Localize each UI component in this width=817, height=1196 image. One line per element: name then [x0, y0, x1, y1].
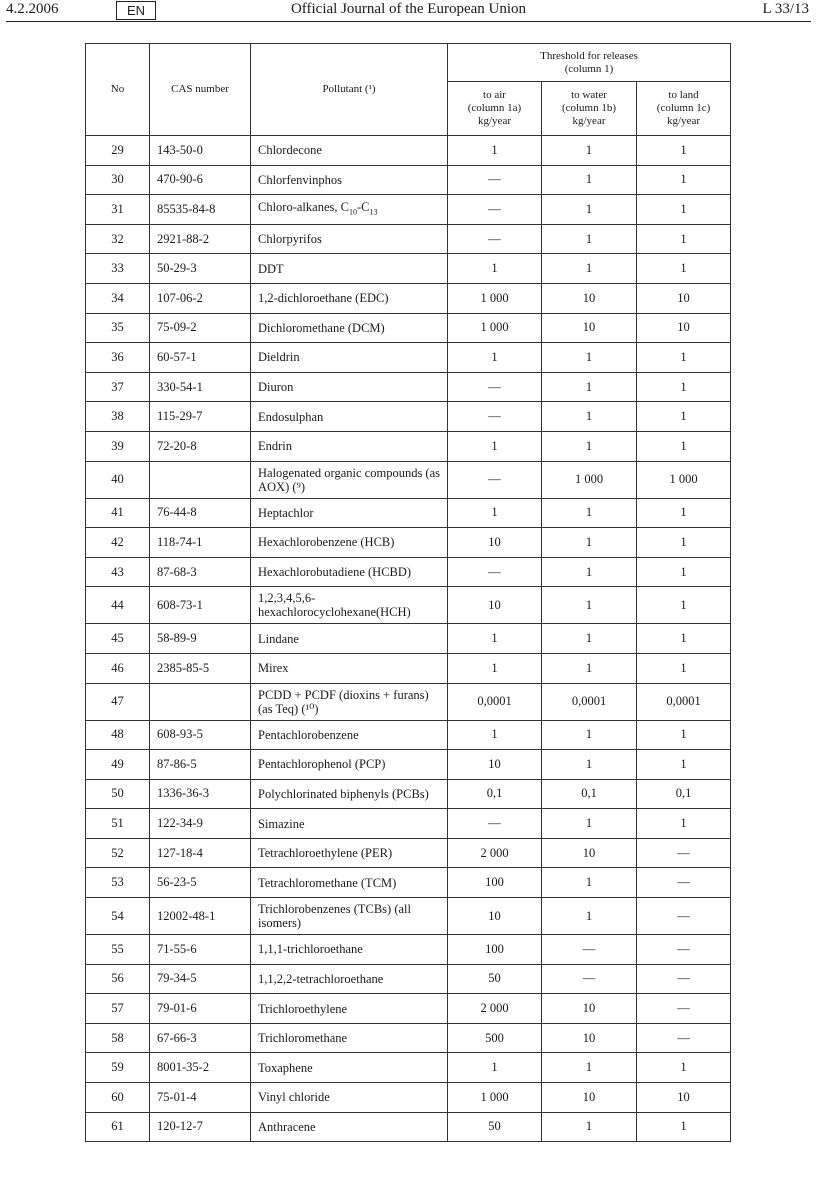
cell-threshold-air: 1 [448, 1053, 542, 1083]
cell-no: 30 [86, 165, 150, 195]
table-row [86, 809, 731, 839]
cell-cas-number: 115-29-7 [150, 402, 251, 432]
cell-threshold-land: 10 [637, 283, 731, 313]
cell-cas-number: 56-23-5 [150, 868, 251, 898]
cell-threshold-land: — [637, 964, 731, 994]
cell-threshold-water: 1 [542, 809, 637, 839]
col-header-no: No [86, 44, 150, 136]
cell-cas-number: 2921-88-2 [150, 224, 251, 254]
table-row [86, 431, 731, 461]
cell-threshold-water: — [542, 964, 637, 994]
cell-cas-number: 8001-35-2 [150, 1053, 251, 1083]
cell-threshold-land: — [637, 868, 731, 898]
cell-threshold-water: 1 [542, 372, 637, 402]
table-row [86, 994, 731, 1024]
cell-threshold-land: 1 000 [637, 461, 731, 498]
cell-threshold-air: — [448, 461, 542, 498]
table-row [86, 683, 731, 720]
cell-threshold-land: 0,1 [637, 779, 731, 809]
cell-threshold-air: 10 [448, 750, 542, 780]
cell-threshold-land: 1 [637, 1112, 731, 1142]
land-label: to land [668, 89, 699, 101]
cell-threshold-air: 1 000 [448, 1083, 542, 1113]
table-row [86, 935, 731, 965]
cell-threshold-water: 10 [542, 838, 637, 868]
cell-no: 57 [86, 994, 150, 1024]
cell-threshold-air: 10 [448, 587, 542, 624]
cell-threshold-water: 1 [542, 720, 637, 750]
cell-no: 58 [86, 1023, 150, 1053]
cell-no: 45 [86, 624, 150, 654]
cell-threshold-land: 1 [637, 431, 731, 461]
cell-threshold-water: 1 [542, 343, 637, 373]
air-label: to air [483, 89, 506, 101]
cell-threshold-air: 10 [448, 528, 542, 558]
cell-no: 59 [86, 1053, 150, 1083]
cell-cas-number: 76-44-8 [150, 498, 251, 528]
col-header-water [542, 82, 637, 136]
cell-threshold-water: 1 [542, 653, 637, 683]
cell-no: 53 [86, 868, 150, 898]
land-unit: kg/year [667, 115, 700, 127]
cell-no: 34 [86, 283, 150, 313]
cell-cas-number: 50-29-3 [150, 254, 251, 284]
cell-threshold-land: 1 [637, 372, 731, 402]
col-header-pollutant: Pollutant (¹) [251, 44, 448, 136]
cell-threshold-water: 1 [542, 498, 637, 528]
cell-threshold-water: 0,1 [542, 779, 637, 809]
cell-pollutant-name: Chlorfenvinphos [251, 165, 448, 195]
cell-pollutant-name: Trichlorobenzenes (TCBs) (all isomers) [251, 898, 448, 935]
cell-no: 40 [86, 461, 150, 498]
cell-threshold-land: 1 [637, 195, 731, 225]
cell-threshold-air: 100 [448, 935, 542, 965]
cell-cas-number: 118-74-1 [150, 528, 251, 558]
cell-cas-number [150, 683, 251, 720]
cell-threshold-land: — [637, 838, 731, 868]
cell-threshold-air: 10 [448, 898, 542, 935]
cell-threshold-air: 50 [448, 1112, 542, 1142]
cell-cas-number: 143-50-0 [150, 136, 251, 166]
cell-threshold-water: 1 [542, 528, 637, 558]
table-row [86, 1023, 731, 1053]
cell-threshold-air: 500 [448, 1023, 542, 1053]
cell-no: 33 [86, 254, 150, 284]
cell-threshold-water: 10 [542, 1083, 637, 1113]
cell-threshold-land: 1 [637, 136, 731, 166]
cell-pollutant-name: Diuron [251, 372, 448, 402]
cell-threshold-water: 1 [542, 402, 637, 432]
col-header-air [448, 82, 542, 136]
cell-pollutant-name: Heptachlor [251, 498, 448, 528]
cell-pollutant-name: Hexachlorobutadiene (HCBD) [251, 557, 448, 587]
cell-threshold-air: 1 [448, 624, 542, 654]
cell-threshold-land: 1 [637, 528, 731, 558]
cell-pollutant-name: Toxaphene [251, 1053, 448, 1083]
cell-threshold-land: 1 [637, 343, 731, 373]
cell-threshold-land: 1 [637, 750, 731, 780]
cell-threshold-land: 1 [637, 587, 731, 624]
table-row [86, 461, 731, 498]
cell-no: 54 [86, 898, 150, 935]
cell-no: 43 [86, 557, 150, 587]
table-row [86, 868, 731, 898]
col-header-threshold-group [448, 44, 731, 82]
table-body [86, 136, 731, 1142]
cell-threshold-air: — [448, 557, 542, 587]
air-column-ref: (column 1a) [467, 102, 522, 114]
cell-threshold-water: 10 [542, 313, 637, 343]
cell-no: 51 [86, 809, 150, 839]
cell-cas-number: 79-34-5 [150, 964, 251, 994]
cell-threshold-air: 0,0001 [448, 683, 542, 720]
table-row [86, 283, 731, 313]
cell-no: 35 [86, 313, 150, 343]
cell-pollutant-name: Hexachlorobenzene (HCB) [251, 528, 448, 558]
cell-cas-number: 608-93-5 [150, 720, 251, 750]
cell-cas-number: 122-34-9 [150, 809, 251, 839]
cell-threshold-water: 1 [542, 195, 637, 225]
cell-threshold-water: 1 [542, 431, 637, 461]
threshold-group-subtitle: (column 1) [564, 62, 614, 75]
cell-cas-number: 58-89-9 [150, 624, 251, 654]
air-unit: kg/year [478, 115, 511, 127]
cell-threshold-land: — [637, 935, 731, 965]
cell-threshold-land: — [637, 994, 731, 1024]
cell-threshold-air: — [448, 809, 542, 839]
cell-threshold-air: 1 [448, 254, 542, 284]
table-row [86, 898, 731, 935]
cell-threshold-air: 0,1 [448, 779, 542, 809]
table-row [86, 402, 731, 432]
cell-cas-number: 75-01-4 [150, 1083, 251, 1113]
pollutant-threshold-table [85, 43, 731, 1142]
cell-threshold-air: 1 [448, 343, 542, 373]
cell-threshold-air: 1 000 [448, 283, 542, 313]
page-reference: L 33/13 [762, 1, 809, 17]
cell-threshold-land: 10 [637, 313, 731, 343]
cell-threshold-air: — [448, 165, 542, 195]
cell-threshold-water: 1 [542, 1112, 637, 1142]
cell-pollutant-name: 1,1,1-trichloroethane [251, 935, 448, 965]
cell-pollutant-name: 1,2-dichloroethane (EDC) [251, 283, 448, 313]
cell-threshold-water: 10 [542, 283, 637, 313]
cell-pollutant-name: Chlorpyrifos [251, 224, 448, 254]
cell-no: 61 [86, 1112, 150, 1142]
journal-title: Official Journal of the European Union [290, 1, 527, 17]
cell-threshold-land: 1 [637, 653, 731, 683]
cell-cas-number: 330-54-1 [150, 372, 251, 402]
table-row [86, 136, 731, 166]
cell-pollutant-name: Tetrachloroethylene (PER) [251, 838, 448, 868]
cell-no: 52 [86, 838, 150, 868]
cell-pollutant-name: Dieldrin [251, 343, 448, 373]
cell-pollutant-name: Simazine [251, 809, 448, 839]
cell-threshold-air: — [448, 195, 542, 225]
cell-threshold-air: 1 [448, 720, 542, 750]
col-header-land [637, 82, 731, 136]
cell-pollutant-name: Pentachlorophenol (PCP) [251, 750, 448, 780]
table-row [86, 587, 731, 624]
cell-threshold-water: 1 [542, 254, 637, 284]
table-row [86, 779, 731, 809]
cell-threshold-air: — [448, 372, 542, 402]
cell-pollutant-name: Tetrachloromethane (TCM) [251, 868, 448, 898]
cell-threshold-land: 1 [637, 1053, 731, 1083]
cell-no: 55 [86, 935, 150, 965]
water-label: to water [571, 89, 607, 101]
cell-threshold-air: 100 [448, 868, 542, 898]
cell-no: 42 [86, 528, 150, 558]
table-row [86, 343, 731, 373]
table-row [86, 165, 731, 195]
cell-pollutant-name: Pentachlorobenzene [251, 720, 448, 750]
cell-cas-number: 85535-84-8 [150, 195, 251, 225]
cell-no: 48 [86, 720, 150, 750]
cell-pollutant-name: Lindane [251, 624, 448, 654]
table-row [86, 224, 731, 254]
cell-cas-number: 71-55-6 [150, 935, 251, 965]
cell-no: 38 [86, 402, 150, 432]
cell-threshold-water: 1 [542, 898, 637, 935]
cell-no: 32 [86, 224, 150, 254]
cell-threshold-land: 1 [637, 624, 731, 654]
cell-no: 29 [86, 136, 150, 166]
col-header-cas: CAS number [150, 44, 251, 136]
cell-threshold-air: 2 000 [448, 994, 542, 1024]
cell-pollutant-name: Endrin [251, 431, 448, 461]
cell-no: 44 [86, 587, 150, 624]
table-row [86, 195, 731, 225]
cell-cas-number: 608-73-1 [150, 587, 251, 624]
cell-pollutant-name: Dichloromethane (DCM) [251, 313, 448, 343]
cell-cas-number: 120-12-7 [150, 1112, 251, 1142]
header-rule [6, 21, 811, 22]
cell-threshold-land: 1 [637, 498, 731, 528]
cell-threshold-land: 1 [637, 165, 731, 195]
cell-threshold-air: 1 [448, 431, 542, 461]
cell-no: 60 [86, 1083, 150, 1113]
table-row [86, 372, 731, 402]
land-column-ref: (column 1c) [656, 102, 711, 114]
cell-threshold-land: 10 [637, 1083, 731, 1113]
cell-threshold-air: — [448, 402, 542, 432]
cell-cas-number: 127-18-4 [150, 838, 251, 868]
cell-threshold-water: 10 [542, 994, 637, 1024]
table-row [86, 750, 731, 780]
cell-threshold-air: 50 [448, 964, 542, 994]
cell-threshold-water: 1 [542, 750, 637, 780]
page-header [0, 0, 817, 22]
table-row [86, 1053, 731, 1083]
table-row [86, 254, 731, 284]
table-row [86, 528, 731, 558]
cell-threshold-water: 1 [542, 557, 637, 587]
cell-cas-number: 2385-85-5 [150, 653, 251, 683]
cell-threshold-water: 1 [542, 224, 637, 254]
table-row [86, 964, 731, 994]
cell-pollutant-name: DDT [251, 254, 448, 284]
cell-pollutant-name: Chloro-alkanes, $C_{10}-C_{13}$ [251, 195, 448, 225]
cell-cas-number: 87-86-5 [150, 750, 251, 780]
cell-threshold-land: 1 [637, 720, 731, 750]
cell-pollutant-name: Trichloroethylene [251, 994, 448, 1024]
cell-cas-number: 87-68-3 [150, 557, 251, 587]
cell-no: 37 [86, 372, 150, 402]
cell-no: 49 [86, 750, 150, 780]
table-row [86, 624, 731, 654]
threshold-group-title: Threshold for releases [540, 49, 638, 62]
cell-threshold-air: 2 000 [448, 838, 542, 868]
cell-pollutant-name: Chlordecone [251, 136, 448, 166]
cell-pollutant-name: Halogenated organic compounds (as AOX) (⁹) [251, 461, 448, 498]
table-row [86, 557, 731, 587]
cell-pollutant-name: Endosulphan [251, 402, 448, 432]
water-column-ref: (column 1b) [561, 102, 617, 114]
language-badge: EN [116, 1, 156, 20]
cell-threshold-land: — [637, 1023, 731, 1053]
cell-pollutant-name: PCDD + PCDF (dioxins + furans) (as Teq) (¹⁰) [251, 683, 448, 720]
cell-threshold-water: 1 [542, 165, 637, 195]
cell-no: 36 [86, 343, 150, 373]
water-unit: kg/year [572, 115, 606, 127]
cell-threshold-water: 1 [542, 624, 637, 654]
table-row [86, 498, 731, 528]
cell-threshold-land: 1 [637, 254, 731, 284]
table-row [86, 720, 731, 750]
cell-cas-number: 12002-48-1 [150, 898, 251, 935]
cell-no: 39 [86, 431, 150, 461]
cell-threshold-land: — [637, 898, 731, 935]
cell-threshold-land: 1 [637, 809, 731, 839]
cell-threshold-water: 0,0001 [542, 683, 637, 720]
cell-threshold-air: 1 000 [448, 313, 542, 343]
cell-threshold-water: 1 000 [542, 461, 637, 498]
cell-no: 31 [86, 195, 150, 225]
cell-cas-number: 79-01-6 [150, 994, 251, 1024]
cell-cas-number: 60-57-1 [150, 343, 251, 373]
cell-pollutant-name: Vinyl chloride [251, 1083, 448, 1113]
cell-threshold-air: 1 [448, 136, 542, 166]
cell-no: 56 [86, 964, 150, 994]
table-row [86, 1083, 731, 1113]
cell-cas-number: 67-66-3 [150, 1023, 251, 1053]
cell-no: 41 [86, 498, 150, 528]
publication-date: 4.2.2006 [6, 1, 59, 17]
cell-cas-number: 470-90-6 [150, 165, 251, 195]
cell-threshold-water: 1 [542, 1053, 637, 1083]
cell-threshold-air: 1 [448, 653, 542, 683]
table-row [86, 838, 731, 868]
cell-threshold-air: 1 [448, 498, 542, 528]
cell-pollutant-name: Trichloromethane [251, 1023, 448, 1053]
table-row [86, 313, 731, 343]
cell-pollutant-name: 1,2,3,4,5,6-hexachlorocyclohexane(HCH) [251, 587, 448, 624]
cell-pollutant-name: Mirex [251, 653, 448, 683]
cell-threshold-water: 1 [542, 587, 637, 624]
cell-cas-number: 107-06-2 [150, 283, 251, 313]
cell-no: 46 [86, 653, 150, 683]
table-row [86, 1112, 731, 1142]
cell-threshold-water: — [542, 935, 637, 965]
cell-cas-number: 72-20-8 [150, 431, 251, 461]
cell-threshold-land: 0,0001 [637, 683, 731, 720]
cell-threshold-air: — [448, 224, 542, 254]
cell-pollutant-name: Polychlorinated biphenyls (PCBs) [251, 779, 448, 809]
cell-threshold-water: 1 [542, 136, 637, 166]
cell-no: 50 [86, 779, 150, 809]
cell-threshold-water: 10 [542, 1023, 637, 1053]
cell-cas-number: 1336-36-3 [150, 779, 251, 809]
cell-threshold-land: 1 [637, 402, 731, 432]
cell-threshold-land: 1 [637, 557, 731, 587]
cell-threshold-water: 1 [542, 868, 637, 898]
cell-threshold-land: 1 [637, 224, 731, 254]
cell-pollutant-name: 1,1,2,2-tetrachloroethane [251, 964, 448, 994]
cell-cas-number [150, 461, 251, 498]
cell-pollutant-name: Anthracene [251, 1112, 448, 1142]
cell-cas-number: 75-09-2 [150, 313, 251, 343]
cell-no: 47 [86, 683, 150, 720]
table-row [86, 653, 731, 683]
